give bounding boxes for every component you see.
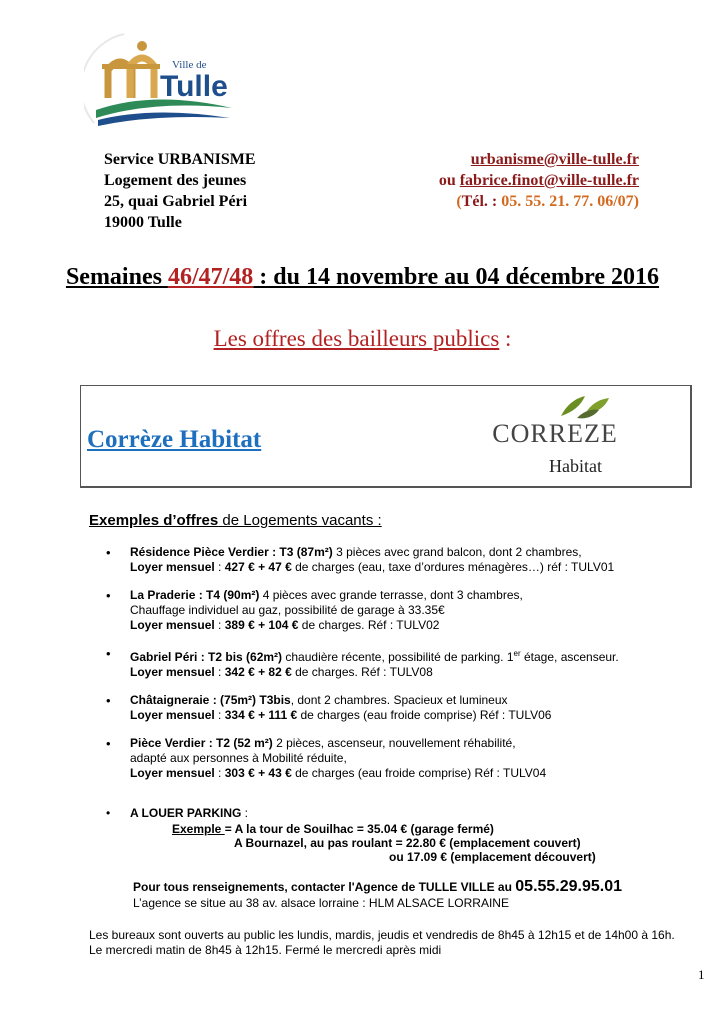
offer-desc: chaudière récente, possibilité de parking. 1 — [282, 650, 514, 664]
contact-address: L’agence se situe au 38 av. alsace lorraine : HLM ALSACE LORRAINE — [133, 896, 509, 910]
service-address-block — [104, 149, 256, 233]
examples-title-plain: de Logements vacants : — [218, 512, 382, 529]
offer-name: Pièce Verdier : T2 (52 m²) — [130, 736, 273, 750]
ville-de-tulle-logo — [84, 28, 234, 138]
service-subtitle: Logement des jeunes — [104, 172, 247, 189]
loyer-rest: de charges (eau froide comprise) Réf : TULV04 — [291, 766, 547, 780]
list-item — [104, 588, 684, 633]
parking-line-2: A Bournazel, au pas roulant = 22.80 € (emplacement couvert) — [234, 836, 581, 850]
loyer-value: 427 € + 47 € — [224, 560, 292, 574]
offer-desc: , dont 2 chambres. Spacieux et lumineux — [290, 693, 508, 707]
week-prefix: Semaines — [65, 264, 168, 290]
list-item — [104, 736, 684, 781]
loyer-label: Loyer mensuel — [130, 618, 215, 632]
email-finot-link[interactable]: fabrice.finot@ville-tulle.fr — [459, 172, 639, 189]
offer-desc: 2 pièces, ascenseur, nouvellement réhabilité, — [272, 736, 516, 750]
street-address: 25, quai Gabriel Péri — [104, 193, 248, 210]
offer-desc-2: Chauffage individuel au gaz, possibilité de garage à 33.35€ — [130, 603, 445, 617]
offer-name: La Praderie : T4 (90m²) — [130, 588, 260, 602]
parking-section — [104, 805, 684, 821]
list-item — [104, 693, 684, 723]
week-numbers: 46/47/48 — [167, 264, 254, 290]
contact-line — [133, 878, 622, 896]
parking-title: A LOUER PARKING — [130, 806, 242, 820]
parking-line-3: ou 17.09 € (emplacement découvert) — [389, 850, 596, 864]
correze-logo-word: CORREZE — [492, 419, 618, 448]
loyer-value: 342 € + 82 € — [224, 665, 292, 679]
offers-list — [104, 545, 684, 794]
city-address: 19000 Tulle — [104, 214, 182, 231]
email-urbanisme-link[interactable]: urbanisme@ville-tulle.fr — [470, 151, 639, 168]
leaf-icon — [551, 392, 621, 422]
list-item — [104, 545, 684, 575]
correze-habitat-title: Corrèze Habitat — [87, 426, 262, 453]
page-number: 1 — [698, 967, 705, 982]
offer-name: Châtaigneraie : (75m²) T3bis — [130, 693, 291, 707]
opening-hours-line-2: Le mercredi matin de 8h45 à 12h15. Fermé le mercredi après midi — [89, 943, 442, 957]
logo-big-text: Tulle — [160, 70, 228, 103]
list-item — [104, 646, 684, 680]
offers-title-suffix: : — [499, 326, 512, 351]
offer-desc-sup: er — [513, 649, 521, 658]
parking-line-1 — [172, 822, 494, 836]
loyer-rest: de charges. Réf : TULV02 — [298, 618, 440, 632]
tel-close: ) — [633, 193, 639, 210]
loyer-sep: : — [214, 618, 225, 632]
correze-logo-subword: Habitat — [549, 456, 602, 476]
logo-small-text: Ville de — [172, 59, 207, 71]
offer-desc: 3 pièces avec grand balcon, dont 2 chambres, — [332, 545, 582, 559]
loyer-label: Loyer mensuel — [130, 560, 215, 574]
loyer-rest: de charges. Réf : TULV08 — [291, 665, 433, 679]
opening-hours-line-1: Les bureaux sont ouverts au public les lundis, mardis, jeudis et vendredis de 8h45 à 12h15 et de 14h00 à 16h. — [89, 928, 675, 942]
parking-example-label: Exemple — [172, 822, 225, 836]
tel-label: Tél. : — [461, 193, 498, 210]
tel-open: ( — [456, 193, 462, 210]
loyer-label: Loyer mensuel — [130, 708, 215, 722]
loyer-label: Loyer mensuel — [130, 766, 215, 780]
loyer-sep: : — [214, 708, 225, 722]
or-label: ou — [438, 172, 456, 189]
loyer-value: 303 € + 43 € — [224, 766, 292, 780]
loyer-label: Loyer mensuel — [130, 665, 215, 679]
loyer-sep: : — [214, 665, 225, 679]
contact-block — [439, 149, 639, 212]
parking-line-1-text: = A la tour de Souilhac = 35.04 € (garage fermé) — [224, 822, 494, 836]
week-title — [0, 264, 725, 291]
loyer-value: 389 € + 104 € — [224, 618, 299, 632]
loyer-value: 334 € + 111 € — [224, 708, 298, 722]
offer-name: Gabriel Péri : T2 bis (62m²) — [130, 650, 283, 664]
loyer-sep: : — [214, 560, 225, 574]
offers-title-text: Les offres des bailleurs publics — [213, 326, 500, 351]
contact-text: Pour tous renseignements, contacter l'Agence de TULLE VILLE au — [133, 880, 516, 894]
loyer-rest: de charges (eau, taxe d’ordures ménagères…) réf : TULV01 — [291, 560, 615, 574]
loyer-sep: : — [214, 766, 225, 780]
contact-phone: 05.55.29.95.01 — [515, 878, 623, 895]
service-name: Service URBANISME — [104, 151, 256, 168]
bullet-icon: • — [106, 806, 111, 820]
offer-desc-2: adapté aux personnes à Mobilité réduite, — [130, 751, 347, 765]
offer-desc: 4 pièces avec grande terrasse, dont 3 chambres, — [259, 588, 523, 602]
offer-name: Résidence Pièce Verdier : T3 (87m²) — [130, 545, 333, 559]
examples-title — [89, 512, 382, 529]
offers-title — [0, 326, 725, 352]
loyer-rest: de charges (eau froide comprise) Réf : TULV06 — [297, 708, 552, 722]
tel-value: 05. 55. 21. 77. 06/07 — [501, 193, 634, 210]
week-dates: : du 14 novembre au 04 décembre 2016 — [253, 264, 660, 290]
examples-title-bold: Exemples d’offres — [89, 512, 219, 529]
correze-habitat-box — [80, 385, 692, 488]
offer-desc-after: étage, ascenseur. — [520, 650, 619, 664]
parking-title-suffix: : — [241, 806, 249, 820]
